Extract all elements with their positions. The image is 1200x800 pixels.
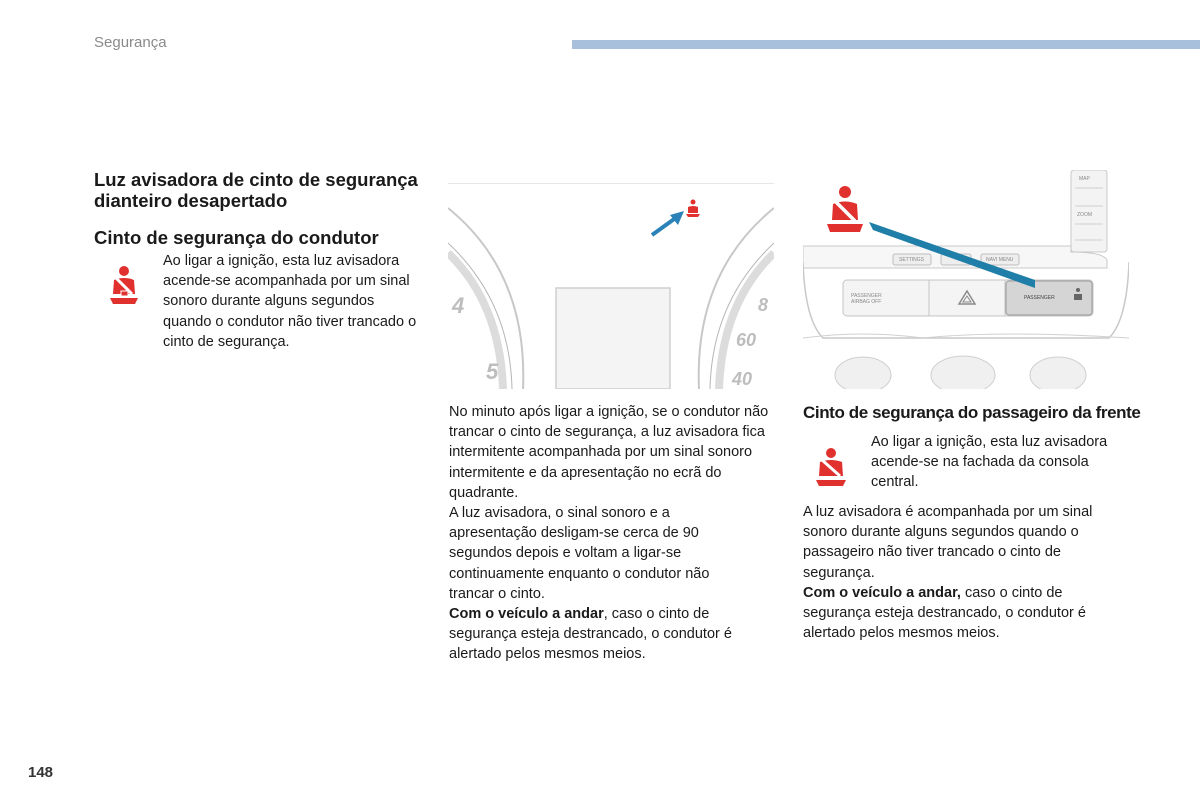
passenger-button-label: PASSENGER (1024, 295, 1055, 301)
page-number: 148 (28, 764, 54, 781)
header-accent-bar (572, 40, 1200, 49)
map-label: MAP (1079, 176, 1090, 182)
passenger-intro-text: Ao ligar a ignição, esta luz avisadora acende-se na fachada da consola central. (871, 434, 1108, 491)
driver-heading: Cinto de segurança do condutor (94, 227, 379, 248)
gauge-right-number: 60 (736, 330, 757, 350)
passenger-paragraph-2-rest: caso o cinto de segurança esteja destrancado, o condutor é alertado pelos mesmos meios. (803, 585, 1086, 642)
section-label: Segurança (94, 34, 167, 51)
passenger-paragraph-1: A luz avisadora é acompanhada por um sinal sonoro durante alguns segundos quando o passageiro não tiver trancado o cinto de segurança. (803, 504, 1093, 581)
airbag-off-label: PASSENGER AIRBAG OFF (851, 293, 882, 305)
navi-menu-label: NAVI MENU (986, 257, 1014, 263)
driver-paragraph-2: A luz avisadora, o sinal sonoro e a apresentação desligam-se cerca de 90 segundos depois e voltam a ligar-se continuamente enquanto o condutor não trancar o cinto. (449, 505, 710, 602)
seatbelt-warning-icon (686, 200, 700, 218)
seatbelt-warning-icon (104, 264, 146, 306)
driver-paragraph-3-bold: Com o veículo a andar (449, 606, 604, 622)
gauge-right-number: 8 (758, 295, 769, 315)
console-figure (803, 170, 1129, 389)
passenger-paragraph-2-bold: Com o veículo a andar, (803, 585, 961, 601)
passenger-paragraph-2 (803, 583, 1123, 644)
pointer-arrow-icon (652, 211, 684, 235)
gauge-right-number: 40 (732, 369, 753, 389)
passenger-heading: Cinto de segurança do passageiro da frente (803, 403, 1141, 422)
dashboard-figure (448, 183, 774, 389)
seatbelt-warning-icon (810, 446, 852, 488)
driver-intro-text: Ao ligar a ignição, esta luz avisadora acende-se acompanhada por um sinal sonoro durante alguns segundos quando o condutor não tiver trancado o cinto de segurança. (163, 253, 417, 350)
settings-label: SETTINGS (899, 257, 925, 263)
seatbelt-warning-icon (827, 186, 863, 232)
driver-paragraph-3 (449, 604, 759, 665)
zoom-label: ZOOM (1077, 212, 1092, 218)
gauge-left-number: 5 (486, 359, 499, 384)
driver-paragraph-1: No minuto após ligar a ignição, se o condutor não trancar o cinto de segurança, a luz avisadora fica intermitente acompanhada por um sinal sonoro intermitente e da apresentação no ecrã do quadrante. (449, 404, 769, 501)
driver-paragraph-3-rest: , caso o cinto de segurança esteja destrancado, o condutor é alertado pelos mesmos meios. (449, 606, 732, 663)
gauge-left-number: 4 (452, 293, 465, 318)
main-heading: Luz avisadora de cinto de segurança dianteiro desapertado (94, 169, 418, 211)
